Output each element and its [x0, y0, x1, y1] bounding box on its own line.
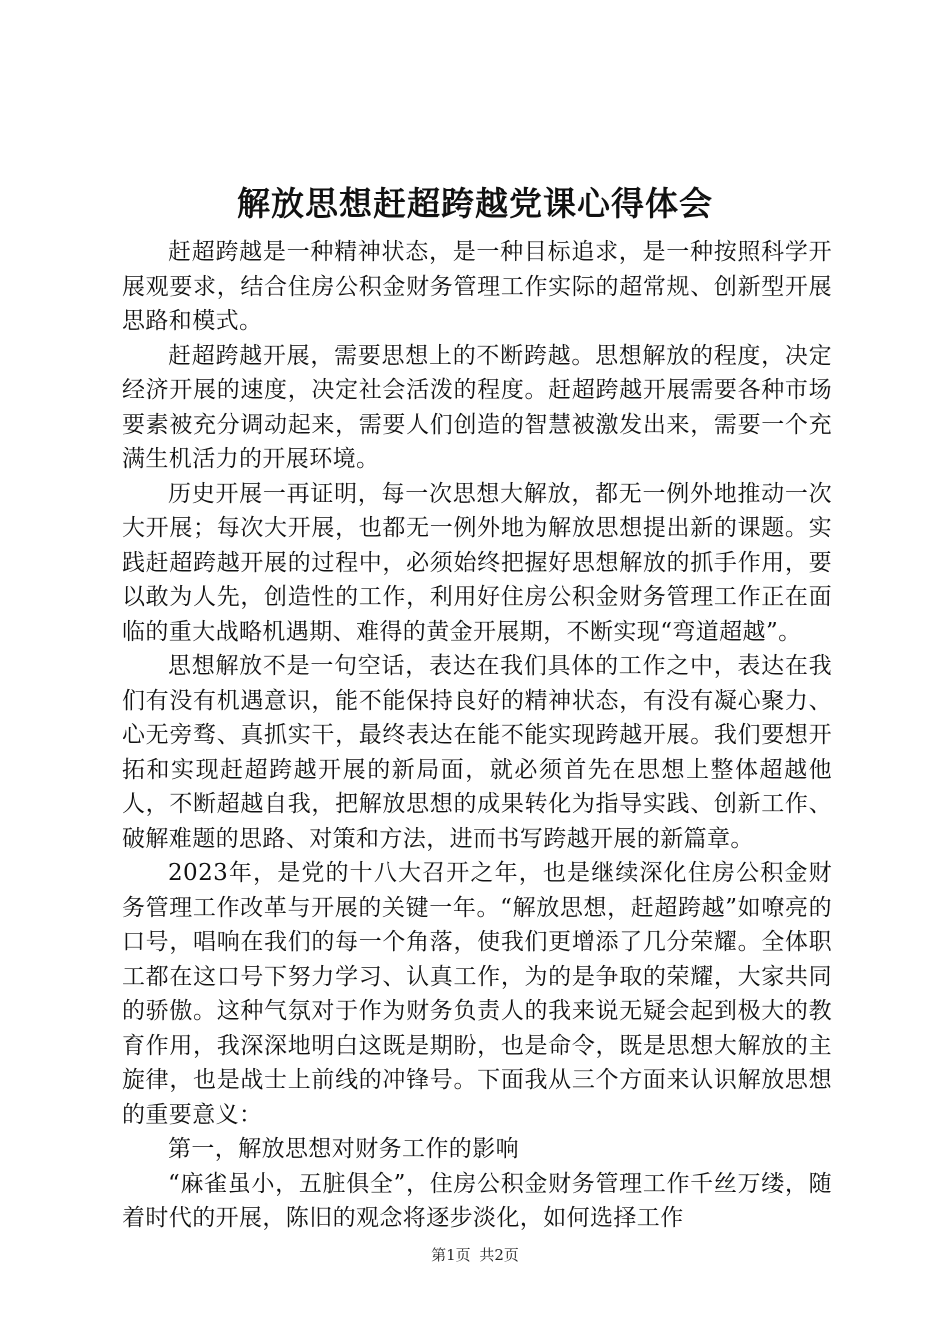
paragraph-2: 赶超跨越开展，需要思想上的不断跨越。思想解放的程度，决定经济开展的速度，决定社会活泼的程度。赶超跨越开展需要各种市场要素被充分调动起来，需要人们创造的智慧被激发出来，需要一个充满生机活力的开展环境。 [122, 342, 832, 472]
paragraph-3: 历史开展一再证明，每一次思想大解放，都无一例外地推动一次大开展；每次大开展，也都无一例外地为解放思想提出新的课题。实践赶超跨越开展的过程中，必须始终把握好思想解放的抓手作用，要以敢为人先，创造性的工作，利用好住房公积金财务管理工作正在面临的重大战略机遇期、难得的黄金开展期，不断实现“弯道超越”。 [122, 480, 832, 645]
section-heading-1: 第一，解放思想对财务工作的影响 [168, 1136, 519, 1162]
page-number: 第1页 [431, 1246, 471, 1264]
paragraph-6: “麻雀虽小，五脏俱全”，住房公积金财务管理工作千丝万缕，随着时代的开展，陈旧的观念将逐步淡化，如何选择工作 [122, 1170, 832, 1231]
document-body [122, 235, 832, 1236]
page-total: 共2页 [479, 1246, 519, 1264]
paragraph-1: 赶超跨越是一种精神状态，是一种目标追求，是一种按照科学开展观要求，结合住房公积金财务管理工作实际的超常规、创新型开展思路和模式。 [122, 239, 832, 334]
paragraph-4: 思想解放不是一句空话，表达在我们具体的工作之中，表达在我们有没有机遇意识，能不能保持良好的精神状态，有没有凝心聚力、心无旁骛、真抓实干，最终表达在能不能实现跨越开展。我们要想开拓和实现赶超跨越开展的新局面，就必须首先在思想上整体超越他人，不断超越自我，把解放思想的成果转化为指导实践、创新工作、破解难题的思路、对策和方法，进而书写跨越开展的新篇章。 [122, 653, 832, 852]
document-title: 解放思想赶超跨越党课心得体会 [237, 184, 713, 223]
page-footer [0, 1245, 950, 1265]
paragraph-5: 2023年，是党的十八大召开之年，也是继续深化住房公积金财务管理工作改革与开展的关键一年。“解放思想，赶超跨越”如嘹亮的口号，唱响在我们的每一个角落，使我们更增添了几分荣耀。全体职工都在这口号下努力学习、认真工作，为的是争取的荣耀，大家共同的骄傲。这种气氛对于作为财务负责人的我来说无疑会起到极大的教育作用，我深深地明白这既是期盼，也是命令，既是思想大解放的主旋律，也是战士上前线的冲锋号。下面我从三个方面来认识解放思想的重要意义： [122, 860, 832, 1128]
